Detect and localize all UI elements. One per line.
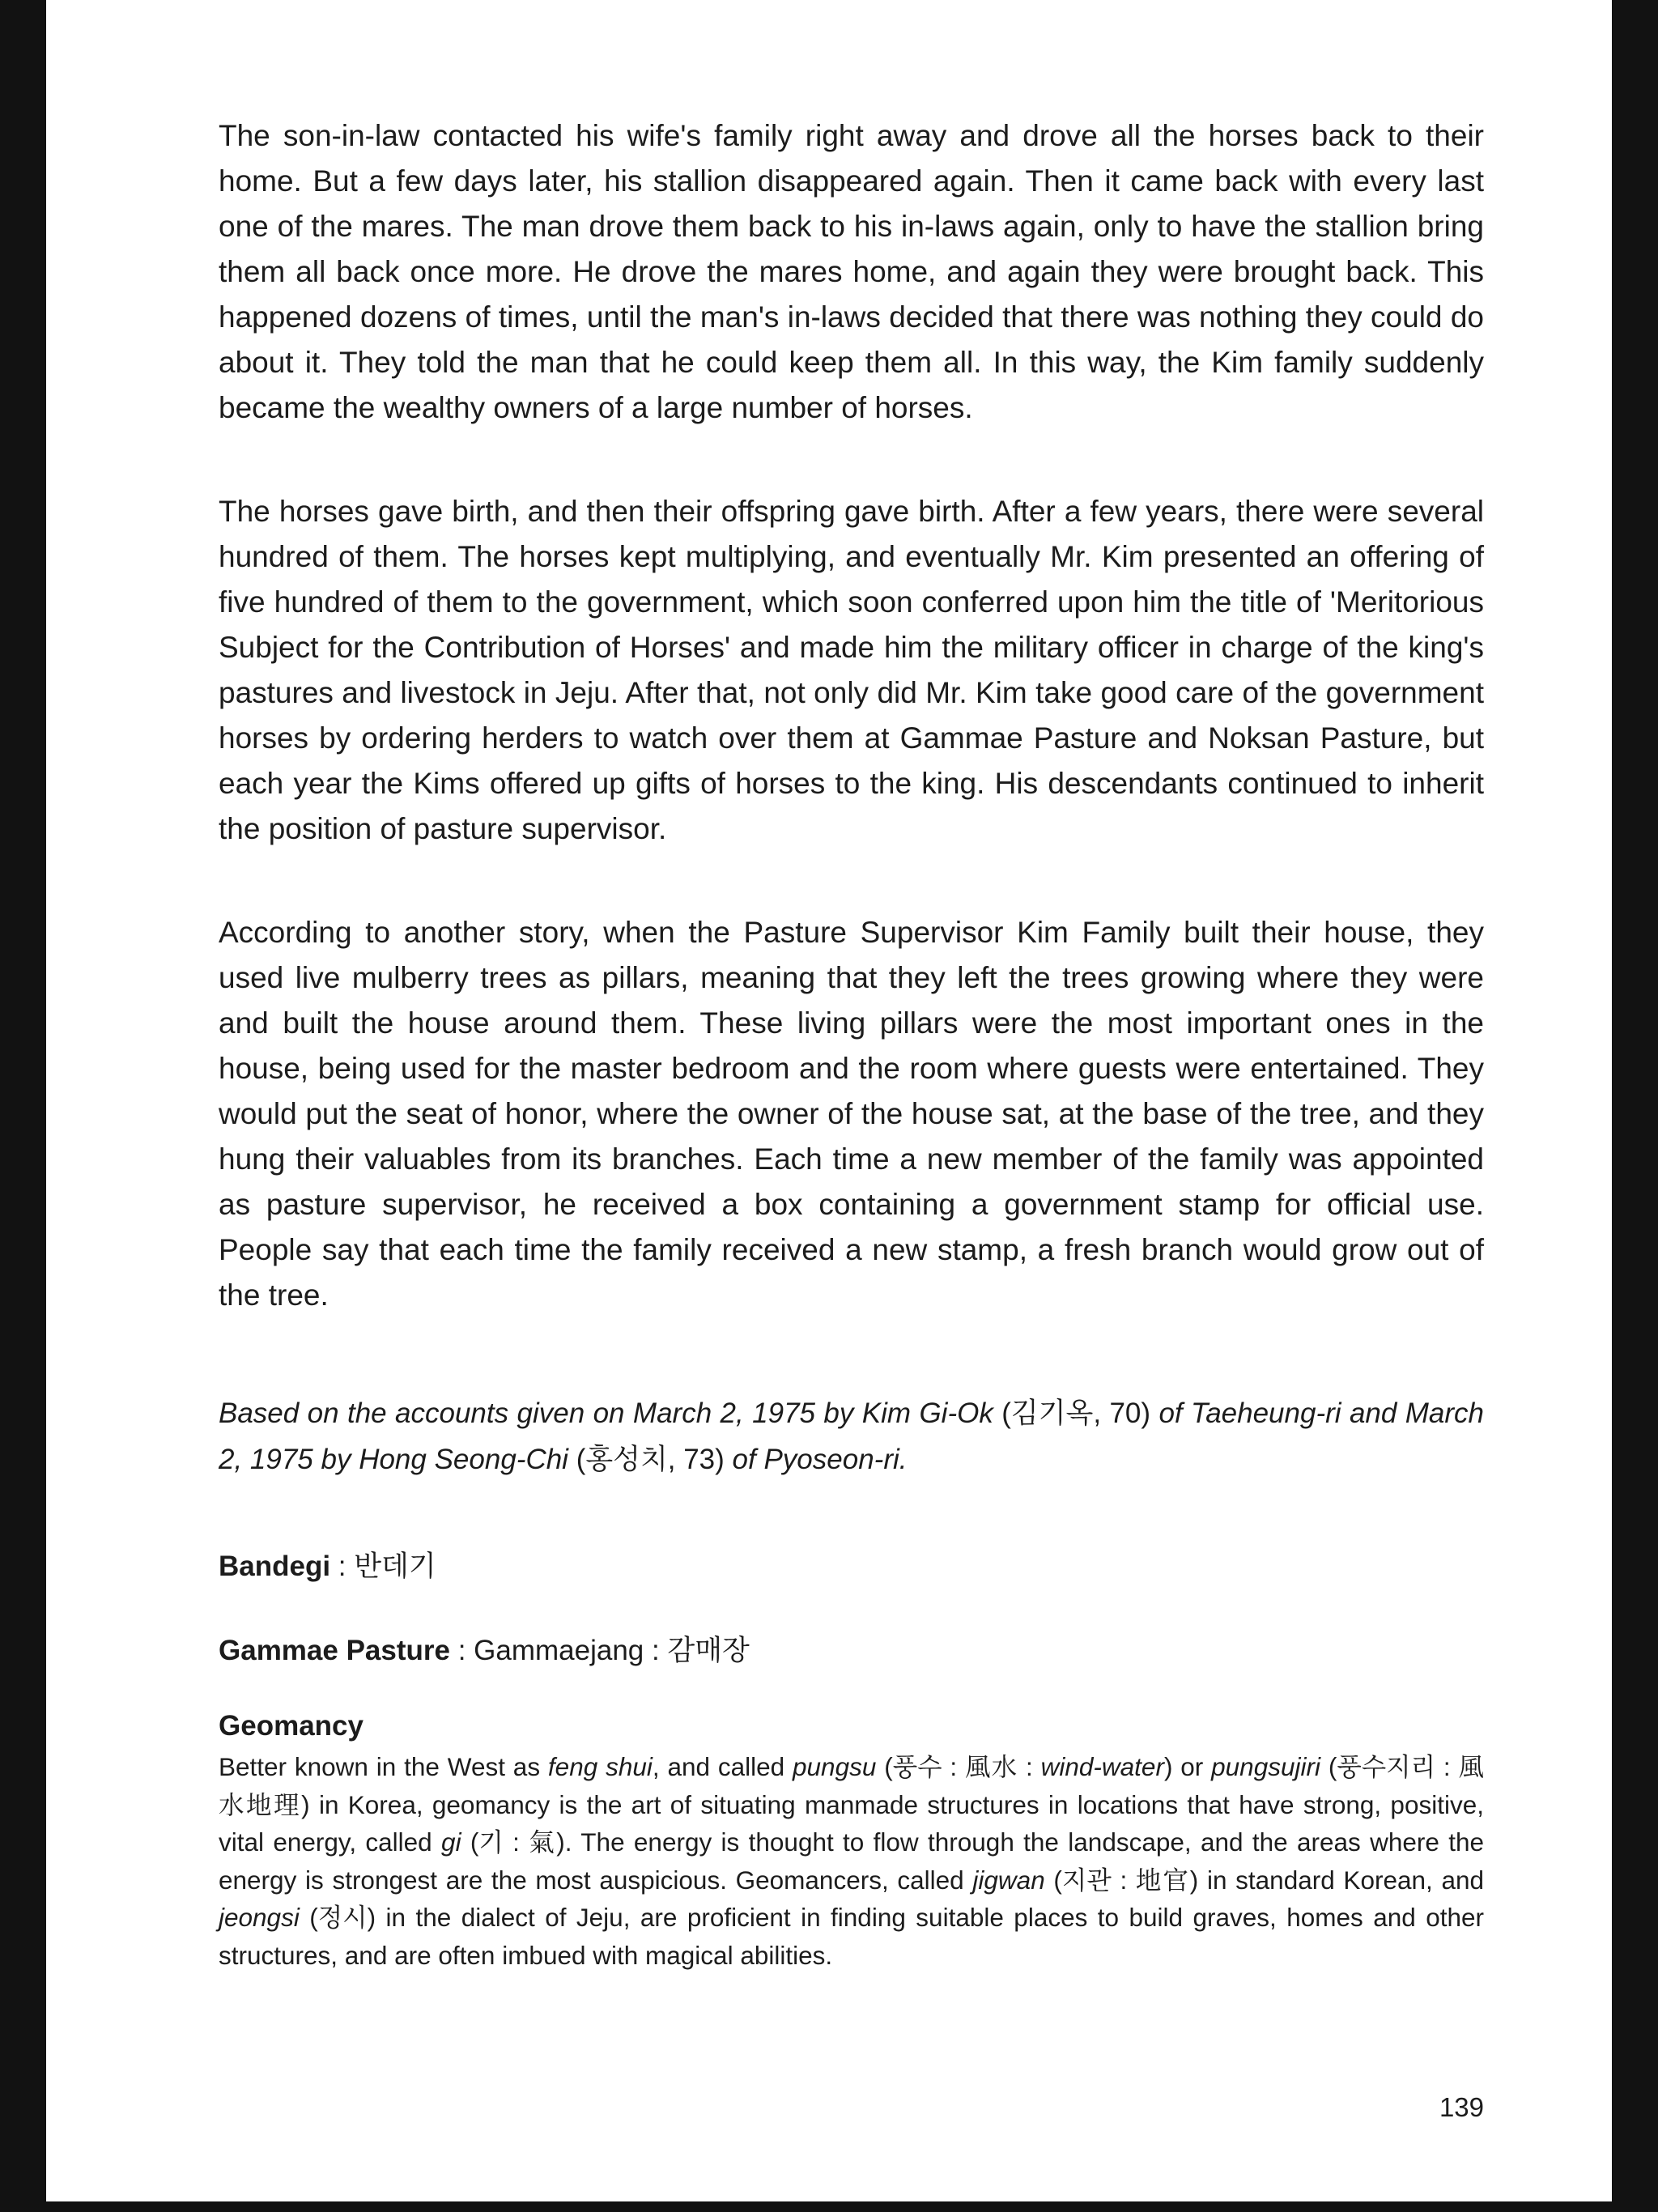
text-segment: (김기옥, 70) (1001, 1397, 1159, 1429)
glossary-term: Geomancy (219, 1710, 363, 1742)
story-paragraph-1: The son-in-law contacted his wife's family right away and drove all the horses back to their home. But a few days later, his stallion disappeared again. Then it came back with every last one of the mares. The man drove them back to his in-laws again, only to have the stallion bring them all back once more. He drove the mares home, and again they were brought back. This happened dozens of times, until the man's in-laws decided that there was nothing they could do about it. They told the man that he could keep them all. In this way, the Kim family suddenly became the wealthy owners of a large number of horses. (219, 119, 1484, 424)
page-text-column (219, 113, 1484, 1974)
glossary-term: Gammae Pasture (219, 1635, 450, 1666)
text-segment: jeongsi (219, 1903, 300, 1932)
glossary-term: Bandegi (219, 1551, 331, 1582)
text-segment: of Pyoseon-ri. (732, 1444, 908, 1475)
text-segment: (지관 : 地官) in standard Korean, and (1044, 1865, 1485, 1895)
right-margin-bar (1612, 0, 1658, 2212)
glossary-value: : 반데기 (330, 1551, 436, 1582)
text-segment: wind-water (1040, 1752, 1164, 1781)
text-segment: (기 : 氣). The energy is thought to flow through the landscape, and the areas where the energy is strongest are the most auspicious. Geomancers, called (219, 1827, 1485, 1895)
left-margin-bar (0, 0, 46, 2212)
glossary-entry-gammae-pasture (219, 1628, 1484, 1674)
text-segment: (풍수 : 風水 : (876, 1752, 1041, 1781)
text-segment: gi (441, 1827, 461, 1857)
text-segment: of Taeheung-ri and March 2, 1975 by Hong Seong-Chi (219, 1397, 1484, 1475)
glossary-definition (219, 1748, 1484, 1974)
text-segment: jigwan (972, 1865, 1045, 1895)
text-segment: feng shui (547, 1752, 653, 1781)
glossary-value: : Gammaejang : 감매장 (449, 1635, 750, 1666)
story-paragraph-2: The horses gave birth, and then their offspring gave birth. After a few years, there were several hundred of them. The horses kept multiplying, and eventually Mr. Kim presented an offering of five hundred of them to the government, which soon conferred upon him the title of 'Meritorious Subject for the Contribution of Horses' and made him the military officer in charge of the king's pastures and livestock in Jeju. After that, not only did Mr. Kim take good care of the government horses by ordering herders to watch over them at Gammae Pasture and Noksan Pasture, but each year the Kims offered up gifts of horses to the king. His descendants continued to inherit the position of pasture supervisor. (219, 495, 1484, 845)
text-segment: (홍성치, 73) (576, 1444, 733, 1475)
text-segment: Based on the accounts given on March 2, 1975 by Kim Gi-Ok (219, 1397, 1002, 1429)
text-segment: pungsujiri (1211, 1752, 1320, 1781)
bottom-margin-bar (0, 2201, 1658, 2212)
text-segment: pungsu (793, 1752, 877, 1781)
source-attribution (219, 1390, 1484, 1482)
text-segment: Better known in the West as (219, 1752, 548, 1781)
glossary-entry-geomancy (219, 1706, 1484, 1974)
text-segment: (정시) in the dialect of Jeju, are proficient in finding suitable places to build graves, homes and other structures, and are often imbued with magical abilities. (219, 1903, 1484, 1970)
text-segment: , and called (652, 1752, 793, 1781)
text-segment: ) or (1163, 1752, 1212, 1781)
text-segment: (풍수지리 : 風水地理) in Korea, geomancy is the art of situating manmade structures in locations that have strong, positive, vital energy, called (219, 1752, 1484, 1857)
story-paragraph-3: According to another story, when the Pasture Supervisor Kim Family built their house, they used live mulberry trees as pillars, meaning that they left the trees growing where they were and built the house around them. These living pillars were the most important ones in the house, being used for the master bedroom and the room where guests were entertained. They would put the seat of honor, where the owner of the house sat, at the base of the tree, and they hung their valuables from its branches. Each time a new member of the family was appointed as pasture supervisor, he received a box containing a government stamp for official use. People say that each time the family received a new stamp, a fresh branch would grow out of the tree. (219, 916, 1484, 1312)
page-number: 139 (1439, 2092, 1484, 2122)
glossary-entry-bandegi (219, 1544, 1484, 1589)
